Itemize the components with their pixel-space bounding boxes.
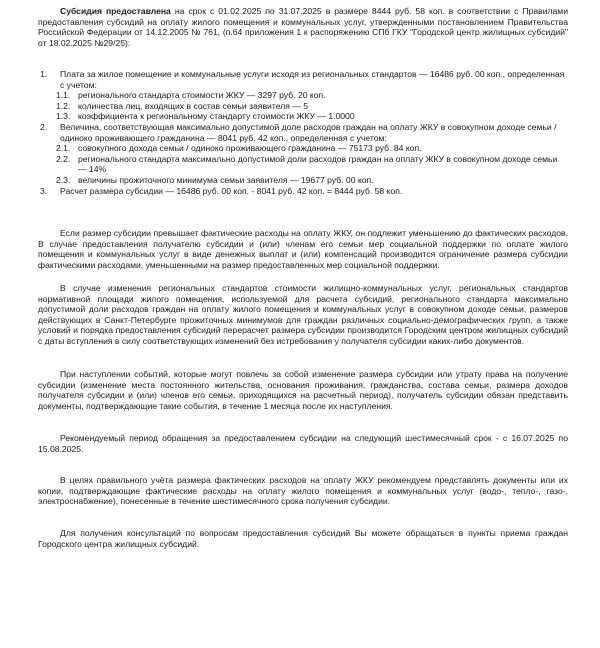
list-item-text: Плата за жилое помещение и коммунальные услуги исходя из региональных стандартов — 16486 руб. 00 коп., определенная с учетом: <box>60 69 565 90</box>
sub-item-number: 1.2. <box>56 100 71 111</box>
paragraph-standards-change: В случае изменения региональных стандартов стоимости жилищно-коммунальных услуг, региональных стандартов нормативной площади жилого помещения, используемой для расчета субсидий, регионального стандарта максимально допустимой доли расходов граждан на оплату жилого помещения и коммунальных услуг в совокупном доходе семьи, размеров действующих в Санкт-Петербурге прожиточных минимумов для граждан различных социально-демографических групп, а также условий и порядка предоставления субсидий перерасчет размера субсидии производится Городским центром жилищных субсидий с даты вступления в силу соответствующих изменений без истребования у получателя субсидии каких-либо документов. <box>38 283 568 346</box>
sub-item <box>38 90 568 101</box>
sub-item <box>38 154 568 175</box>
paragraph-excess: Если размер субсидии превышает фактические расходы на оплату ЖКУ, он подлежит уменьшению до фактических расходов. В случае предоставления получателю субсидии и (или) членам его семьи мер социальной поддержки по оплате жилого помещения и коммунальных услуг в виде денежных выплат и (или) компенсаций производится ограничение размера субсидии фактическими расходами, уменьшенными на размер предоставленных мер социальной поддержки. <box>38 228 568 270</box>
sub-item-number: 1.3. <box>56 111 71 122</box>
sub-item <box>38 111 568 122</box>
sub-item <box>38 143 568 154</box>
list-item-number: 2. <box>40 121 48 132</box>
sub-item-text: регионального стандарта стоимости ЖКУ — 3297 руб. 20 коп. <box>78 90 326 101</box>
list-item <box>38 122 568 143</box>
paragraph-next-period: Рекомендуемый период обращения за предоставлением субсидии на следующий шестимесячный срок - с 16.07.2025 по 15.08.2025. <box>38 433 568 454</box>
sub-item-text: регионального стандарта максимально допустимой доли расходов граждан на оплату ЖКУ в совокупном доходе семьи — 14% <box>78 153 558 175</box>
paragraph-consultations: Для получения консультаций по вопросам предоставления субсидий Вы можете обращаться в пункты приема граждан Городского центра жилищных субсидий. <box>38 528 568 549</box>
list-item-text: Расчет размера субсидии — 16486 руб. 00 коп. - 8041 руб. 42 коп. = 8444 руб. 58 коп. <box>60 185 403 196</box>
intro-bold-title: Субсидия предоставлена <box>60 6 171 16</box>
intro-paragraph <box>38 6 568 48</box>
sub-item-text: величины прожиточного минимума семьи заявителя — 19677 руб. 00 коп. <box>78 174 374 185</box>
list-item <box>38 69 568 90</box>
paragraph-events: При наступлении событий, которые могут повлечь за собой изменение размера субсидии или утрату права на получение субсидии (изменение места постоянного жительства, основания проживания, гражданства, состава семьи, размера доходов получателя субсидии и (или) членов его семьи, приходящихся на расчетный период), получатель субсидии обязан представить документы, подтверждающие такие события, в течение 1 месяца после их наступления. <box>38 369 568 411</box>
sub-item <box>38 175 568 186</box>
intro-text: на срок с 01.02.2025 по 31.07.2025 в размере 8444 руб. 58 коп. в соответствии с Правилами предоставления субсидий на оплату жилого помещения и коммунальных услуг, утвержденными постановлением Правительства Российской Федерации от 14.12.2005 № 761, (п.64 приложения 1 к распоряжению СПб ГКУ "Городской центр жилищных субсидий" от 18.02.2025 №29/25): <box>38 6 568 48</box>
sub-item-text: совокупного дохода семьи / одиноко проживающего гражданина — 75173 руб. 84 коп. <box>78 143 422 154</box>
list-item-number: 1. <box>40 69 48 79</box>
list-item-number: 3. <box>40 185 48 196</box>
sub-item-text: количества лиц, входящих в состав семьи заявителя — 5 <box>78 100 309 111</box>
sub-item-number: 2.3. <box>56 174 71 185</box>
list-item-text: Величина, соответствующая максимально допустимой доле расходов граждан на оплату ЖКУ в совокупном доходе семьи / одиноко проживающего гражданина — 8041 руб. 42 коп., определенная с учетом: <box>60 121 557 143</box>
list-item <box>38 186 568 197</box>
calculation-list <box>38 69 568 196</box>
sub-item-number: 2.1. <box>56 143 71 154</box>
paragraph-documents: В целях правильного учёта размера фактических расходов на оплату ЖКУ рекомендуем представлять документы или их копии, подтверждающие фактические расходы на оплату жилого помещения и коммунальных услуг (водо-, тепло-, газо-, электроснабжение), понесенные в течение шестимесячного срока получения субсидии. <box>38 475 568 507</box>
sub-item-number: 2.2. <box>56 153 71 164</box>
sub-item <box>38 101 568 112</box>
sub-item-number: 1.1. <box>56 90 71 101</box>
sub-item-text: коэффициента к региональному стандарту стоимости ЖКУ — 1.0000 <box>78 111 355 122</box>
